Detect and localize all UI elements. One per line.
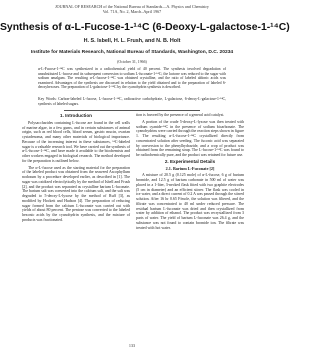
paragraph: The α-L-fucose used as the starting material for the preparation of the labeled product was obtained from the seaweed Ascophyllum nodosum by a procedure developed earlier, as described in [1]. The sugar was oxidized electrolytically by the method of Isbell and Frush [2], and the product was separated as crystalline barium L-fuconate. The barium salt was converted into the calcium salt, and the salt was degraded to 5-deoxy-L-lyxose by the method of Ruff [3], as modified by Hockett and Hudson [4]. The preparation of reducing sugar formed from the calcium L-fuconate was carried out with yields of about 80 percent. The pentose was converted to the labeled hexonic acids by the cyanohydrin synthesis, and the mixture of products was fractionated. — [22, 165, 130, 222]
section-heading-experimental: 2. Experimental Details — [164, 158, 216, 164]
institution: Institute for Materials Research, National Bureau of Standards, Washington, D.C. 20234 — [30, 50, 234, 55]
paragraph: A mixture of 20.5 g (0.125 mole) of α-L-fucose, 6 g of barium bromide, and 12.5 g of barium carbonate in 500 ml of water was placed in a 1-liter, 3-necked flask fitted with two graphite electrodes (5 cm in diameter) and an efficient stirrer. The flask was cooled in ice water, and a direct current of 0.2 A was passed through the stirred solution. After 16 hr 0.65 F/mole, the solution was filtered, and the filtrate was concentrated to 40 ml under reduced pressure. The residual barium L-fuconate was dried and then crystallized from water by addition of ethanol. The product was recrystallized from 3 parts of water. The yield of barium L-fuconate was 26.4 g, and the substance was not found to contain bromide ion. The filtrate was treated with hot water. — [136, 173, 244, 230]
right-column — [136, 113, 244, 232]
page-number: 133 — [128, 343, 136, 348]
subsection-heading: 2.1. Barium L-Fuconate [2] — [165, 165, 215, 171]
paragraph: A portion of the crude 5-deoxy-L-lyxose was then treated with sodium cyanide-¹⁴C in the presence of sodium bicarbonate. The cyanohydrins were carried through the reaction steps shown in figure 1. The resulting α-L-fucose-1-¹⁴C crystallized directly from concentrated solution after seeding. The fuconic acid was separated by conversion to the phenylhydrazide, and a crop of product was obtained from the remaining sirup. The L-fucose-1-¹⁴C was found to be radiochemically pure, and the product was retained for future use. — [136, 119, 244, 157]
volume-line: Vol. 71A, No. 2, March–April 1967 — [102, 9, 162, 15]
journal-header — [0, 4, 264, 14]
left-column — [22, 113, 130, 225]
abstract: α-L-Fucose-1-¹⁴C was synthesized in a radiochemical yield of 40 percent. The synthesis involved degradation of unsubstituted L-fucose and its subsequent conversion to sodium L-fuconate-1-¹⁴C; the lactone was reduced to the sugar with sodium amalgam. The resulting α-L-fucose-1-¹⁴C was obtained crystalline, and the ratio of labeled aldonic acids was examined. Advantages of the synthesis are discussed in relation to the yield obtained and to the preparation of labeled 6-deoxyhexoses. The preparation of L-galactose-1-¹⁴C by the cyanohydrin synthesis is described. — [38, 67, 226, 90]
divider — [64, 110, 200, 111]
received-date: (October 31, 1966) — [117, 60, 147, 64]
paragraph: tion is favored by the presence of a general acid catalyst. — [136, 113, 225, 117]
paper-title: Synthesis of α-L-Fucose-1-¹⁴C (6-Deoxy-L-galactose-1-¹⁴C) — [0, 22, 290, 33]
paragraph: Polysaccharides containing L-fucose are found in the cell walls of marine algae, in a few gums, and in certain substances of animal origin, such as red blood cells, blood serum, gastric mucin, ovarian cystadenoma, and many other materials of biological importance. Because of the increasing interest in these substances, ¹⁴C-labeled sugar is a valuable research tool. We have carried out the synthesis of α-L-fucose-1-¹⁴C, and have made it available to the biochemists and other workers engaged in biological research. The method developed for the preparation is outlined below. — [22, 120, 130, 163]
section-heading-introduction: 1. Introduction — [60, 113, 92, 118]
authors: H. S. Isbell, H. L. Frush, and N. B. Holt — [83, 38, 181, 44]
key-words: Key Words: Carbon-labeled L-fucose, L-fucose-1-¹⁴C, radioactive carbohydrate, L-galactose, 6-deoxy-L-galactose-1-¹⁴C, synthesis of labeled sugars. — [38, 97, 226, 106]
journal-line: JOURNAL OF RESEARCH of the National Bureau of Standards—A. Physics and Chemistry — [55, 4, 209, 9]
